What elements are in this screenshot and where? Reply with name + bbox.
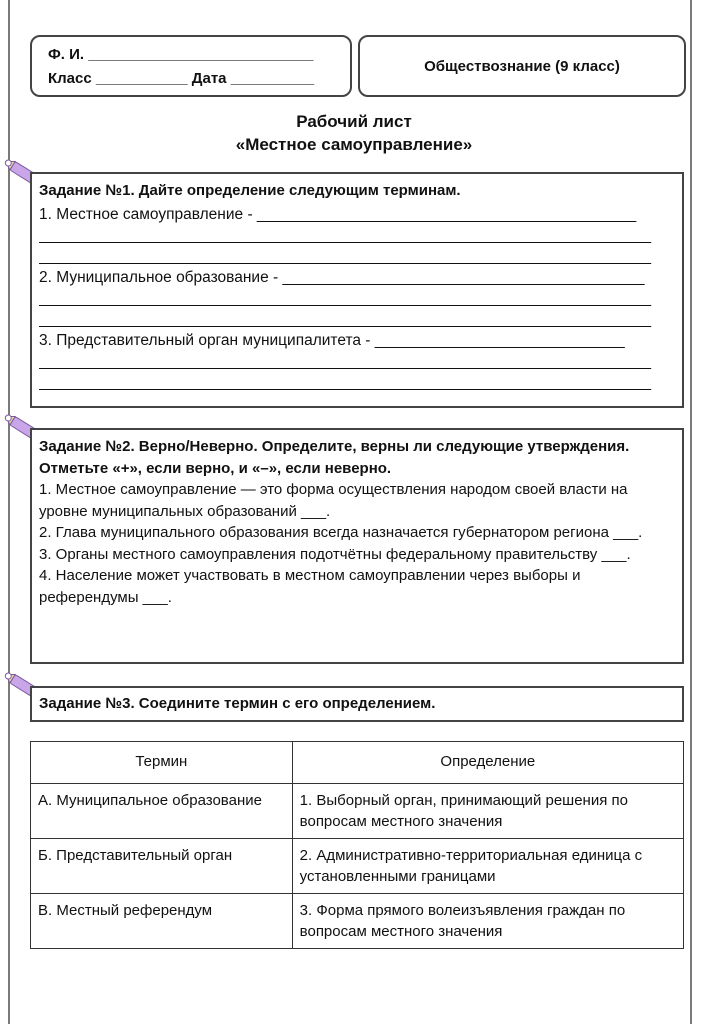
answer-line[interactable]: _______________________________________________________________________ — [39, 290, 652, 307]
statement-item[interactable]: 4. Население может участвовать в местном самоуправлении через выборы и референдумы ___. — [39, 567, 581, 606]
column-header-definition: Определение — [292, 742, 683, 784]
page-title — [0, 110, 708, 156]
answer-line[interactable]: _______________________________________________________________________ — [39, 311, 652, 328]
answer-line[interactable]: _______________________________________________________________________ — [39, 248, 652, 265]
answer-line[interactable]: 2. Муниципальное образование - __________________________________________ — [39, 269, 645, 286]
definition-cell: 3. Форма прямого волеизъявления граждан по вопросам местного значения — [292, 894, 683, 949]
task3-box — [30, 686, 684, 722]
name-field[interactable]: Ф. И. ___________________________ — [48, 46, 314, 63]
statement-item[interactable]: 3. Органы местного самоуправления подотчётны федеральному правительству ___. — [39, 545, 631, 563]
task2-box — [30, 428, 684, 664]
title-line-1: Рабочий лист — [296, 112, 412, 131]
answer-line[interactable]: 3. Представительный орган муниципалитета - _____________________________ — [39, 332, 625, 349]
subject-box — [358, 35, 686, 97]
answer-line[interactable]: _______________________________________________________________________ — [39, 374, 652, 391]
answer-line[interactable]: _______________________________________________________________________ — [39, 227, 652, 244]
matching-table — [30, 741, 684, 949]
answer-line[interactable]: 1. Местное самоуправление - ____________________________________________ — [39, 206, 637, 223]
statement-item[interactable]: 1. Местное самоуправление — это форма осуществления народом своей власти на уровне муниципальных образований ___. — [39, 481, 628, 520]
task1-box — [30, 172, 684, 408]
definition-cell: 1. Выборный орган, принимающий решения по вопросам местного значения — [292, 784, 683, 839]
task3-heading: Задание №3. Соедините термин с его определением. — [39, 695, 436, 712]
column-header-term: Термин — [31, 742, 293, 784]
statement-item[interactable]: 2. Глава муниципального образования всегда назначается губернатором региона ___. — [39, 524, 643, 541]
term-cell: Б. Представительный орган — [31, 839, 293, 894]
student-info-box — [30, 35, 352, 97]
table-header-row — [31, 742, 684, 784]
answer-line[interactable]: _______________________________________________________________________ — [39, 353, 652, 370]
term-cell: А. Муниципальное образование — [31, 784, 293, 839]
table-row — [31, 839, 684, 894]
task1-heading: Задание №1. Дайте определение следующим терминам. — [39, 182, 461, 199]
task1-answer-lines — [39, 204, 671, 393]
table-row — [31, 894, 684, 949]
term-cell: В. Местный референдум — [31, 894, 293, 949]
definition-cell: 2. Административно-территориальная единица с установленными границами — [292, 839, 683, 894]
class-date-field[interactable]: Класс ___________ Дата __________ — [48, 70, 315, 87]
table-row — [31, 784, 684, 839]
subject-label: Обществознание (9 класс) — [424, 57, 620, 75]
title-line-2: «Местное самоуправление» — [235, 135, 473, 154]
task2-heading: Задание №2. Верно/Неверно. Определите, верны ли следующие утверждения. Отметьте «+», если верно, и «–», если неверно. — [39, 438, 630, 477]
